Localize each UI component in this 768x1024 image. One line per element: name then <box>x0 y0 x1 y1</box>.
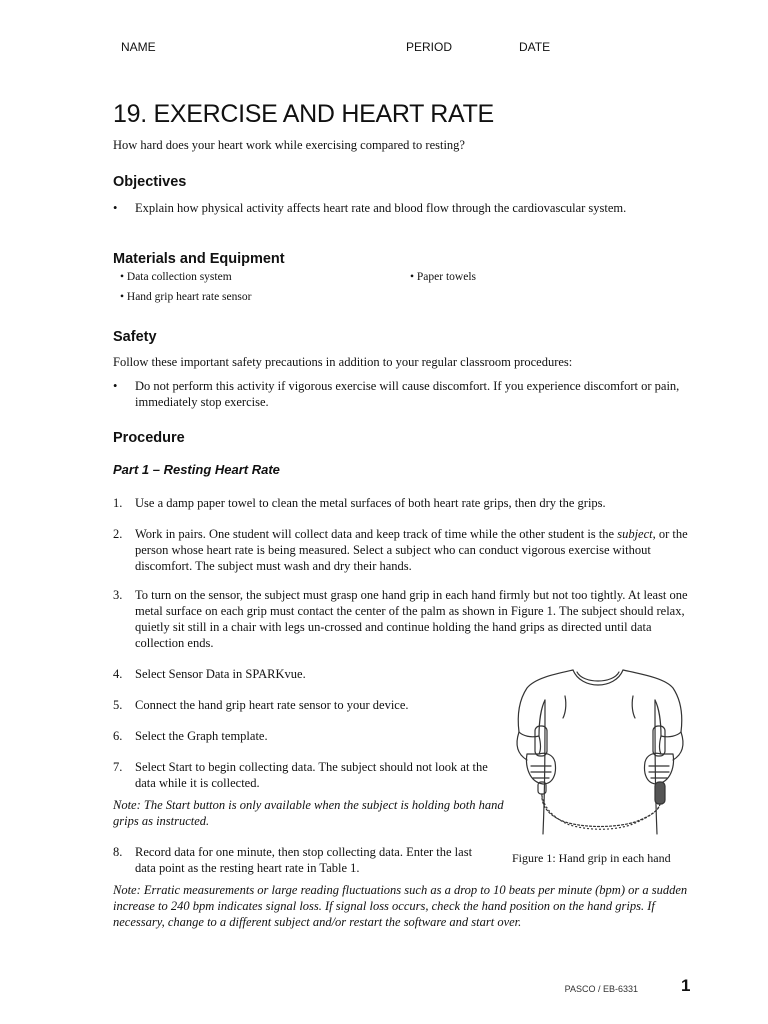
safety-text: Do not perform this activity if vigorous exercise will cause discomfort. If you experience discomfort or pain, immediately stop exercise. <box>135 379 680 409</box>
hand-grip-illustration-icon <box>505 666 695 838</box>
part-heading: Part 1 – Resting Heart Rate <box>113 462 280 477</box>
subject-term: subject <box>617 527 653 541</box>
material-item: • Hand grip heart rate sensor <box>120 291 252 303</box>
period-label: PERIOD <box>406 40 453 54</box>
materials-heading: Materials and Equipment <box>113 251 285 267</box>
procedure-heading: Procedure <box>113 430 185 446</box>
step-text: Select the Graph template. <box>135 729 268 743</box>
procedure-step <box>113 666 493 682</box>
material-item: • Paper towels <box>410 271 476 283</box>
procedure-step <box>113 587 693 651</box>
material-item: • Data collection system <box>120 271 232 283</box>
objectives-heading: Objectives <box>113 174 187 190</box>
procedure-step <box>113 697 493 713</box>
start-note: Note: The Start button is only available when the subject is holding both hand grips as instructed. <box>113 798 504 828</box>
safety-heading: Safety <box>113 329 157 345</box>
safety-intro: Follow these important safety precautions in addition to your regular classroom procedures: <box>113 355 573 369</box>
step-text-post: , or the person whose heart rate is being measured. Select a subject who can conduct vigorous exercise without discomfort. The subject must wash and dry their hands. <box>135 527 688 573</box>
step-text: Record data for one minute, then stop collecting data. Enter the last data point as the resting heart rate in Table 1. <box>135 845 473 875</box>
step-number: 2. <box>113 527 123 541</box>
step-text: Select Sensor Data in SPARKvue. <box>135 667 306 681</box>
intro-question: How hard does your heart work while exercising compared to resting? <box>113 138 465 152</box>
footer-code: PASCO / EB-6331 <box>564 984 638 994</box>
procedure-step <box>113 526 705 574</box>
bullet-icon: • <box>113 201 118 215</box>
step-number: 6. <box>113 729 123 743</box>
step-number: 3. <box>113 588 123 602</box>
objective-bullet <box>113 200 708 216</box>
step-number: 5. <box>113 698 123 712</box>
page-number: 1 <box>681 976 691 995</box>
step-text: Connect the hand grip heart rate sensor to your device. <box>135 698 409 712</box>
step-text: Use a damp paper towel to clean the metal surfaces of both heart rate grips, then dry the grips. <box>135 496 606 510</box>
step-text: Select Start to begin collecting data. The subject should not look at the data while it is collected. <box>135 760 488 790</box>
step-text-pre: Work in pairs. One student will collect data and keep track of time while the other student is the <box>135 527 618 541</box>
procedure-step <box>113 728 493 744</box>
step-number: 8. <box>113 845 123 859</box>
safety-bullet <box>113 378 708 410</box>
step-text: To turn on the sensor, the subject must grasp one hand grip in each hand firmly but not too tightly. At least one metal surface on each grip must contact the center of the palm as shown in Figure 1. The subject should relax, quietly sit still in a chair with legs un-crossed and continue holding the hand grips as directed until data collection ends. <box>135 588 688 650</box>
step-number: 1. <box>113 496 123 510</box>
figure-caption: Figure 1: Hand grip in each hand <box>512 851 671 865</box>
hand-grip-figure <box>505 666 695 838</box>
step-text <box>135 526 705 574</box>
date-label: DATE <box>519 40 551 54</box>
step-number: 7. <box>113 760 123 774</box>
name-label: NAME <box>121 40 156 54</box>
procedure-step <box>113 495 708 511</box>
bullet-icon: • <box>113 379 118 393</box>
procedure-step <box>113 759 489 791</box>
page-title: 19. EXERCISE AND HEART RATE <box>113 100 494 128</box>
objective-text: Explain how physical activity affects heart rate and blood flow through the cardiovascular system. <box>135 201 627 215</box>
step-number: 4. <box>113 667 123 681</box>
signal-loss-note: Note: Erratic measurements or large reading fluctuations such as a drop to 10 beats per minute (bpm) or a sudden increase to 240 bpm indicates signal loss. If signal loss occurs, check the hand position on the hand grips. If necessary, change to a different subject and/or restart the software and start over. <box>113 883 688 929</box>
procedure-step <box>113 844 491 876</box>
